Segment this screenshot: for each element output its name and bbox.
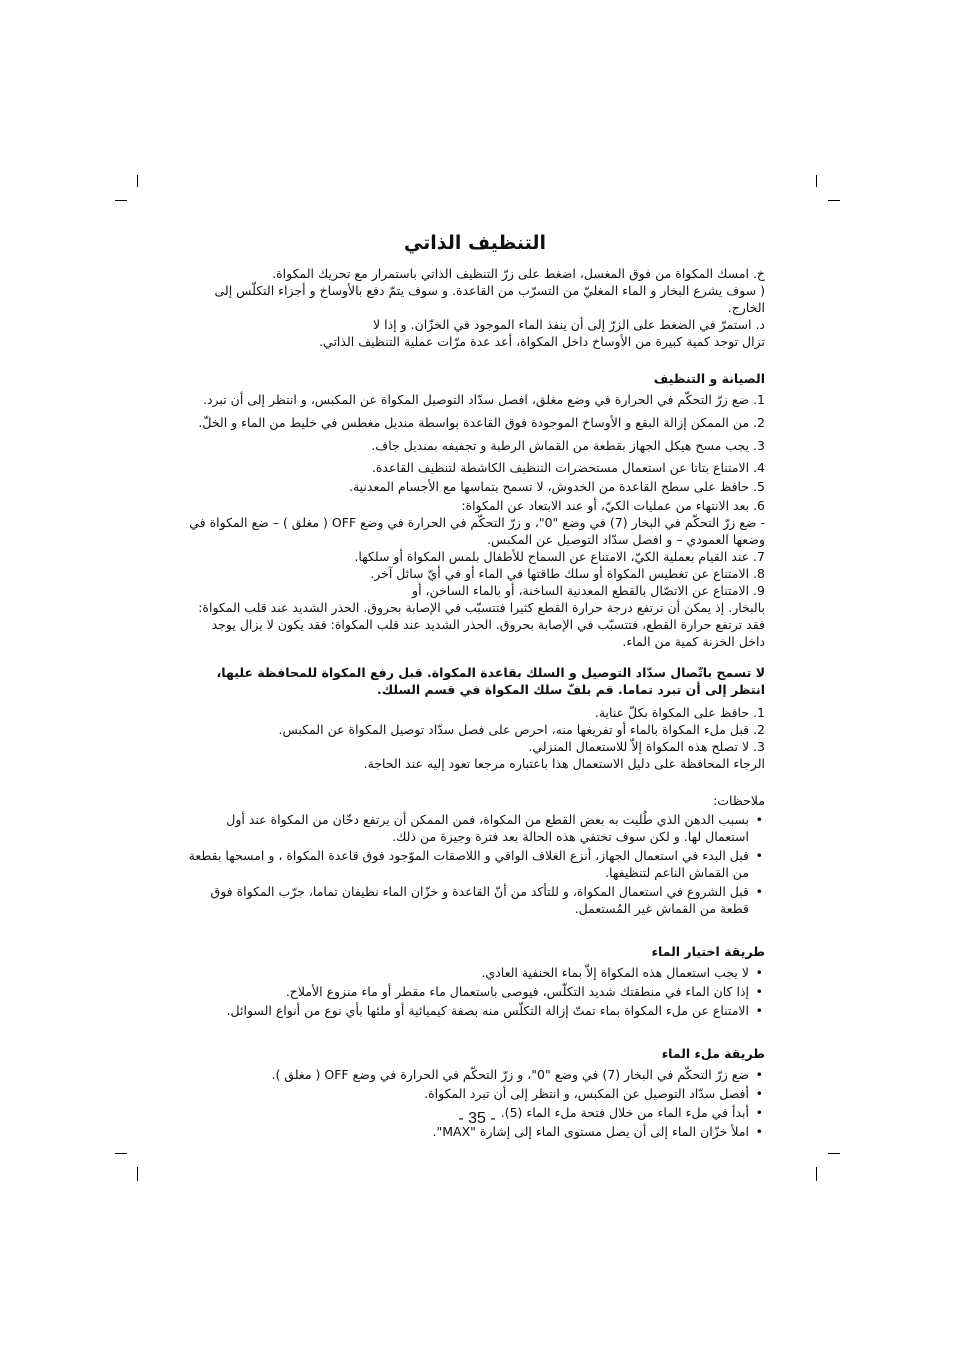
maintenance-item: 5. حافظ على سطح القاعدة من الخدوش، لا تسمح بتماسها مع الأجسام المعدنية. [348,479,765,494]
storage-item: الرجاء المحافظة على دليل الاستعمال هذا باعتباره مرجعا تعود إليه عند الحاجة. [363,756,765,771]
self-clean-line: خ. امسك المكواة من فوق المغسل، اضغط على زرّ التنظيف الذاتي باستمرار مع تحريك المكواة. [272,266,765,281]
maintenance-heading: الصيانة و التنظيف [653,371,765,386]
notes-heading: ملاحظات: [713,793,765,808]
water-fill-list [185,1066,765,1140]
fill-item: • ضع زرّ التحكّم في البخار (7) في وضع "0"، و زرّ التحكّم في الحرارة في وضع OFF ( مغلق ). [185,1066,749,1083]
note-item: • قبل البدء في استعمال الجهاز، أنزع الغلاف الواقي و اللاصقات الموّجود فوق قاعدة المكواة ، و امسحها بقطعة من القماش الناعم لتنظيفها. [185,847,749,881]
crop-mark-bottom-left-v [137,1167,138,1181]
storage-list [185,704,765,772]
maintenance-item: - ضع زرّ التحكّم في البخار (7) في وضع "0"، و زرّ التحكّم في الحرارة في وضع OFF ( مغلق ) – ضع المكواة في وضعها العمودي – و افصل سدّاد التوصيل عن المكبس. [189,515,765,547]
fill-item: • املأ خزّان الماء إلى أن يصل مستوى الماء إلى إشارة "MAX". [185,1123,749,1140]
water-item: • الامتناع عن ملء المكواة بماء تمتّ إزالة التكلّس منه بصفة كيميائية أو ملئها بأي نوع من أنواع السوائل. [185,1002,749,1019]
storage-item: 2. قبل ملء المكواة بالماء أو تفريغها منه، احرص على فصل سدّاد توصيل المكواة عن المكبس. [278,722,765,737]
self-clean-line: تزال توجد كمية كبيرة من الأوساخ داخل المكواة، أعد عدة مرّات عملية التنظيف الذاتي. [319,334,765,349]
water-choice-heading: طريقة اختيار الماء [651,944,765,959]
crop-mark-bottom-right-v [816,1167,817,1181]
page-title: التنظيف الذاتي [403,232,547,254]
crop-mark-top-left-v [137,175,138,187]
note-item: • قبل الشروع في استعمال المكواة، و للتأكد من أنّ القاعدة و خزّان الماء نظيفان تماما، جرّب المكواة فوق قطعة من القماش غير المُستعمل. [185,883,749,917]
crop-mark-top-left-h [115,200,127,201]
maintenance-item: 7. عند القيام بعملية الكيّ، الامتناع عن السماح للأطفال بلمس المكواة أو سلكها. [354,549,765,564]
maintenance-item: 4. الامتناع بتاتا عن استعمال مستحضرات التنظيف الكاشطة لتنظيف القاعدة. [371,460,765,475]
storage-item: 3. لا تصلح هذه المكواة إلاّ للاستعمال المنزلي. [528,739,765,754]
self-clean-line: ( سوف يشرع البخار و الماء المغليّ من التسرّب من القاعدة. و سوف يتمّ دفع بالأوساخ و أجزاء التكلّس إلى الخارج. [214,283,765,315]
crop-mark-bottom-left-h [115,1153,127,1154]
maintenance-item: 1. ضع زرّ التحكّم في الحرارة في وضع مغلق، افصل سدّاد التوصيل المكواة عن المكبس، و انتظر إلى أن تبرد. [203,392,765,407]
crop-mark-top-right-v [816,175,817,187]
crop-mark-bottom-right-h [828,1153,840,1154]
water-item: • إذا كان الماء في منطقتك شديد التكلّس، فيوصى باستعمال ماء مقطر أو ماء منزوع الأملاح. [185,983,749,1000]
water-fill-heading: طريقة ملء الماء [661,1046,765,1061]
fill-item: • أفصل سدّاد التوصيل عن المكبس، و انتظر إلى أن تبرد المكواة. [185,1085,749,1102]
maintenance-item: بالبخار. إذ يمكن أن ترتفع درجة حرارة القطع كثيرا فتتسبّب في الإصابة بحروق. الحذر الشديد عند قلب المكواة: فقد ترتفع حرارة القطع، فتتسبّب في الإصابة بحروق. الحذر الشديد عند قلب المكواة: فقد يكون لا يزال يوجد داخل الخزنة كمية من الماء. [198,600,765,649]
fill-item: • أبدأ في ملء الماء من خلال فتحة ملء الماء (5). [185,1104,749,1121]
self-clean-steps [185,265,765,350]
manual-page [185,225,765,1142]
maintenance-item: 6. بعد الانتهاء من عمليات الكيّ، أو عند الابتعاد عن المكواة: [461,498,765,513]
maintenance-item: 8. الامتناع عن تغطيس المكواة أو سلك طاقتها في الماء أو في أيّ سائل آخر. [370,566,765,581]
note-item: • بسبب الدهن الذي طُليت به بعض القطع من المكواة، فمن الممكن أن يرتفع دخّان من المكواة عند أول استعمال لها. و لكن سوف تختفي هذه الحالة بعد فترة وجيزة من ذلك. [185,811,749,845]
maintenance-item: 3. يجب مسح هيكل الجهاز بقطعة من القماش الرطبة و تجفيفه بمنديل جاف. [371,438,765,453]
water-choice-list [185,964,765,1019]
water-item: • لا يجب استعمال هذه المكواة إلاّ بماء الحنفية العادي. [185,964,749,981]
cord-warning: لا تسمح باتّصال سدّاد التوصيل و السلك بقاعدة المكواة. قبل رفع المكواة للمحافظة عليها، انتظر إلى أن تبرد تماما. قم بلفّ سلك المكواة في قسم السلك. [216,665,765,697]
maintenance-item: 9. الامتناع عن الاتصّال بالقطع المعدنية الساخنة، أو بالماء الساخن، أو [412,583,765,598]
self-clean-line: د. استمرّ في الضغط على الزرّ إلى أن ينفذ الماء الموجود في الخزّان. و إذا لا [373,317,765,332]
maintenance-list [185,391,765,650]
crop-mark-top-right-h [828,200,840,201]
storage-item: 1. حافظ على المكواة بكلّ عناية. [594,705,765,720]
notes-list [185,811,765,917]
maintenance-item: 2. من الممكن إزالة البقع و الأوساخ الموجودة فوق القاعدة بواسطة منديل مغطس في خليط من الماء و الخلّ. [198,415,765,430]
page-number: - 35 - [458,1110,496,1127]
